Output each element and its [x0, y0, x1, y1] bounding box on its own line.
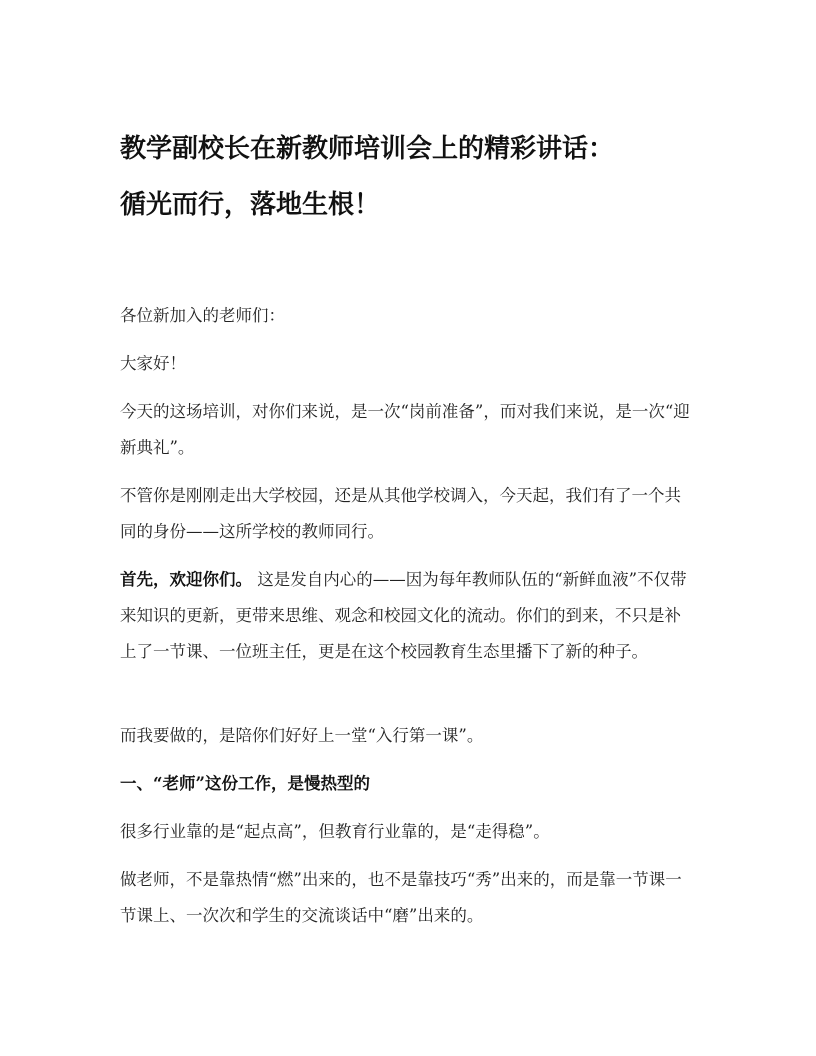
paragraph-3	[120, 562, 690, 670]
paragraph-6: 做老师，不是靠热情“燃”出来的，也不是靠技巧“秀”出来的，而是靠一节课一节课上、一次次和学生的交流谈话中“磨”出来的。	[120, 870, 682, 925]
paragraph-2: 不管你是刚刚走出大学校园，还是从其他学校调入，今天起，我们有了一个共同的身份——这所学校的教师同行。	[120, 486, 681, 541]
paragraph-5: 很多行业靠的是“起点高”，但教育行业靠的，是“走得稳”。	[120, 822, 550, 841]
paragraph-3-body: 这是发自内心的——因为每年教师队伍的“新鲜血液”不仅带来知识的更新，更带来思维、观念和校园文化的流动。你们的到来，不只是补上了一节课、一位班主任，更是在这个校园教育生态里播下了新的种子。	[120, 570, 687, 661]
document-title-line-1: 教学副校长在新教师培训会上的精彩讲话：	[120, 134, 615, 164]
section-heading-1: 一、“老师”这份工作，是慢热型的	[120, 774, 370, 793]
hello-paragraph: 大家好！	[120, 354, 186, 373]
document-title-line-2: 循光而行，落地生根！	[120, 190, 381, 220]
greeting-paragraph: 各位新加入的老师们：	[120, 306, 285, 325]
paragraph-1: 今天的这场培训，对你们来说，是一次“岗前准备”，而对我们来说，是一次“迎新典礼”。	[120, 402, 690, 457]
paragraph-3-bold-lead: 首先，欢迎你们。	[120, 570, 252, 589]
paragraph-4: 而我要做的，是陪你们好好上一堂“入行第一课”。	[120, 726, 484, 745]
